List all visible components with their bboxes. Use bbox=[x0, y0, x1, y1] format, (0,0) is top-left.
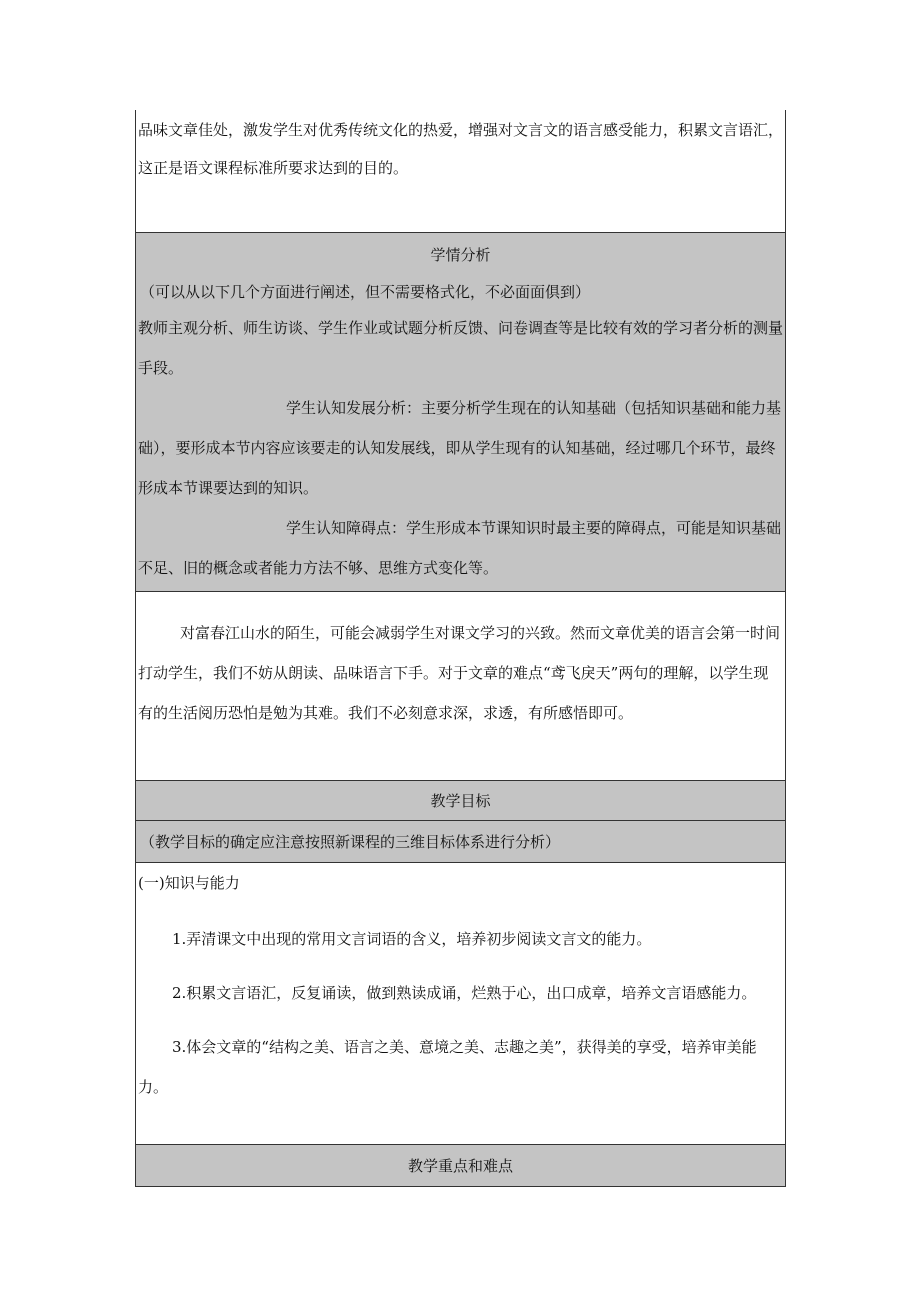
analysis-content-cell bbox=[136, 613, 785, 781]
intro-cell bbox=[136, 111, 785, 233]
analysis-para-1: 教师主观分析、师生访谈、学生作业或试题分析反馈、问卷调查等是比较有效的学习者分析的测量手段。 bbox=[138, 319, 784, 377]
goal-item-1: 1.弄清课文中出现的常用文言词语的含义，培养初步阅读文言文的能力。 bbox=[172, 930, 652, 948]
goal-item-3: 3.体会文章的“结构之美、语言之美、意境之美、志趣之美”，获得美的享受，培养审美能力。 bbox=[138, 1038, 757, 1096]
goal-item-2: 2.积累文言语汇，反复诵读，做到熟读成诵，烂熟于心，出口成章，培养文言语感能力。 bbox=[172, 984, 757, 1002]
analysis-content: 对富春江山水的陌生，可能会减弱学生对课文学习的兴致。然而文章优美的语言会第一时间打动学生，我们不妨从朗读、品味语言下手。对于文章的难点“鸢飞戾天”两句的理解，以学生现有的生活阅历恐怕是勉为其难。我们不必刻意求深，求透，有所感悟即可。 bbox=[138, 624, 781, 722]
analysis-para-2: 学生认知发展分析：主要分析学生现在的认知基础（包括知识基础和能力基础），要形成本节内容应该要走的认知发展线，即从学生现有的认知基础，经过哪几个环节，最终形成本节课要达到的知识。 bbox=[138, 399, 782, 497]
analysis-note: （可以从以下几个方面进行阐述，但不需要格式化，不必面面俱到） bbox=[140, 283, 591, 301]
goals-note: （教学目标的确定应注意按照新课程的三维目标体系进行分析） bbox=[136, 821, 785, 863]
lesson-plan-table bbox=[135, 110, 786, 1187]
goals-subtitle: (一)知识与能力 bbox=[138, 874, 240, 892]
analysis-para-3: 学生认知障碍点：学生形成本节课知识时最主要的障碍点，可能是知识基础不足、旧的概念或者能力方法不够、思维方式变化等。 bbox=[138, 519, 782, 577]
intro-paragraph: 品味文章佳处，激发学生对优秀传统文化的热爱，增强对文言文的语言感受能力，积累文言语汇，这正是语文课程标准所要求达到的目的。 bbox=[138, 121, 784, 177]
key-points-header: 教学重点和难点 bbox=[136, 1145, 785, 1187]
goals-header: 教学目标 bbox=[136, 781, 785, 821]
analysis-guidance-cell bbox=[136, 276, 785, 592]
analysis-header: 学情分析 bbox=[136, 233, 785, 277]
goals-content-cell bbox=[136, 863, 785, 1145]
